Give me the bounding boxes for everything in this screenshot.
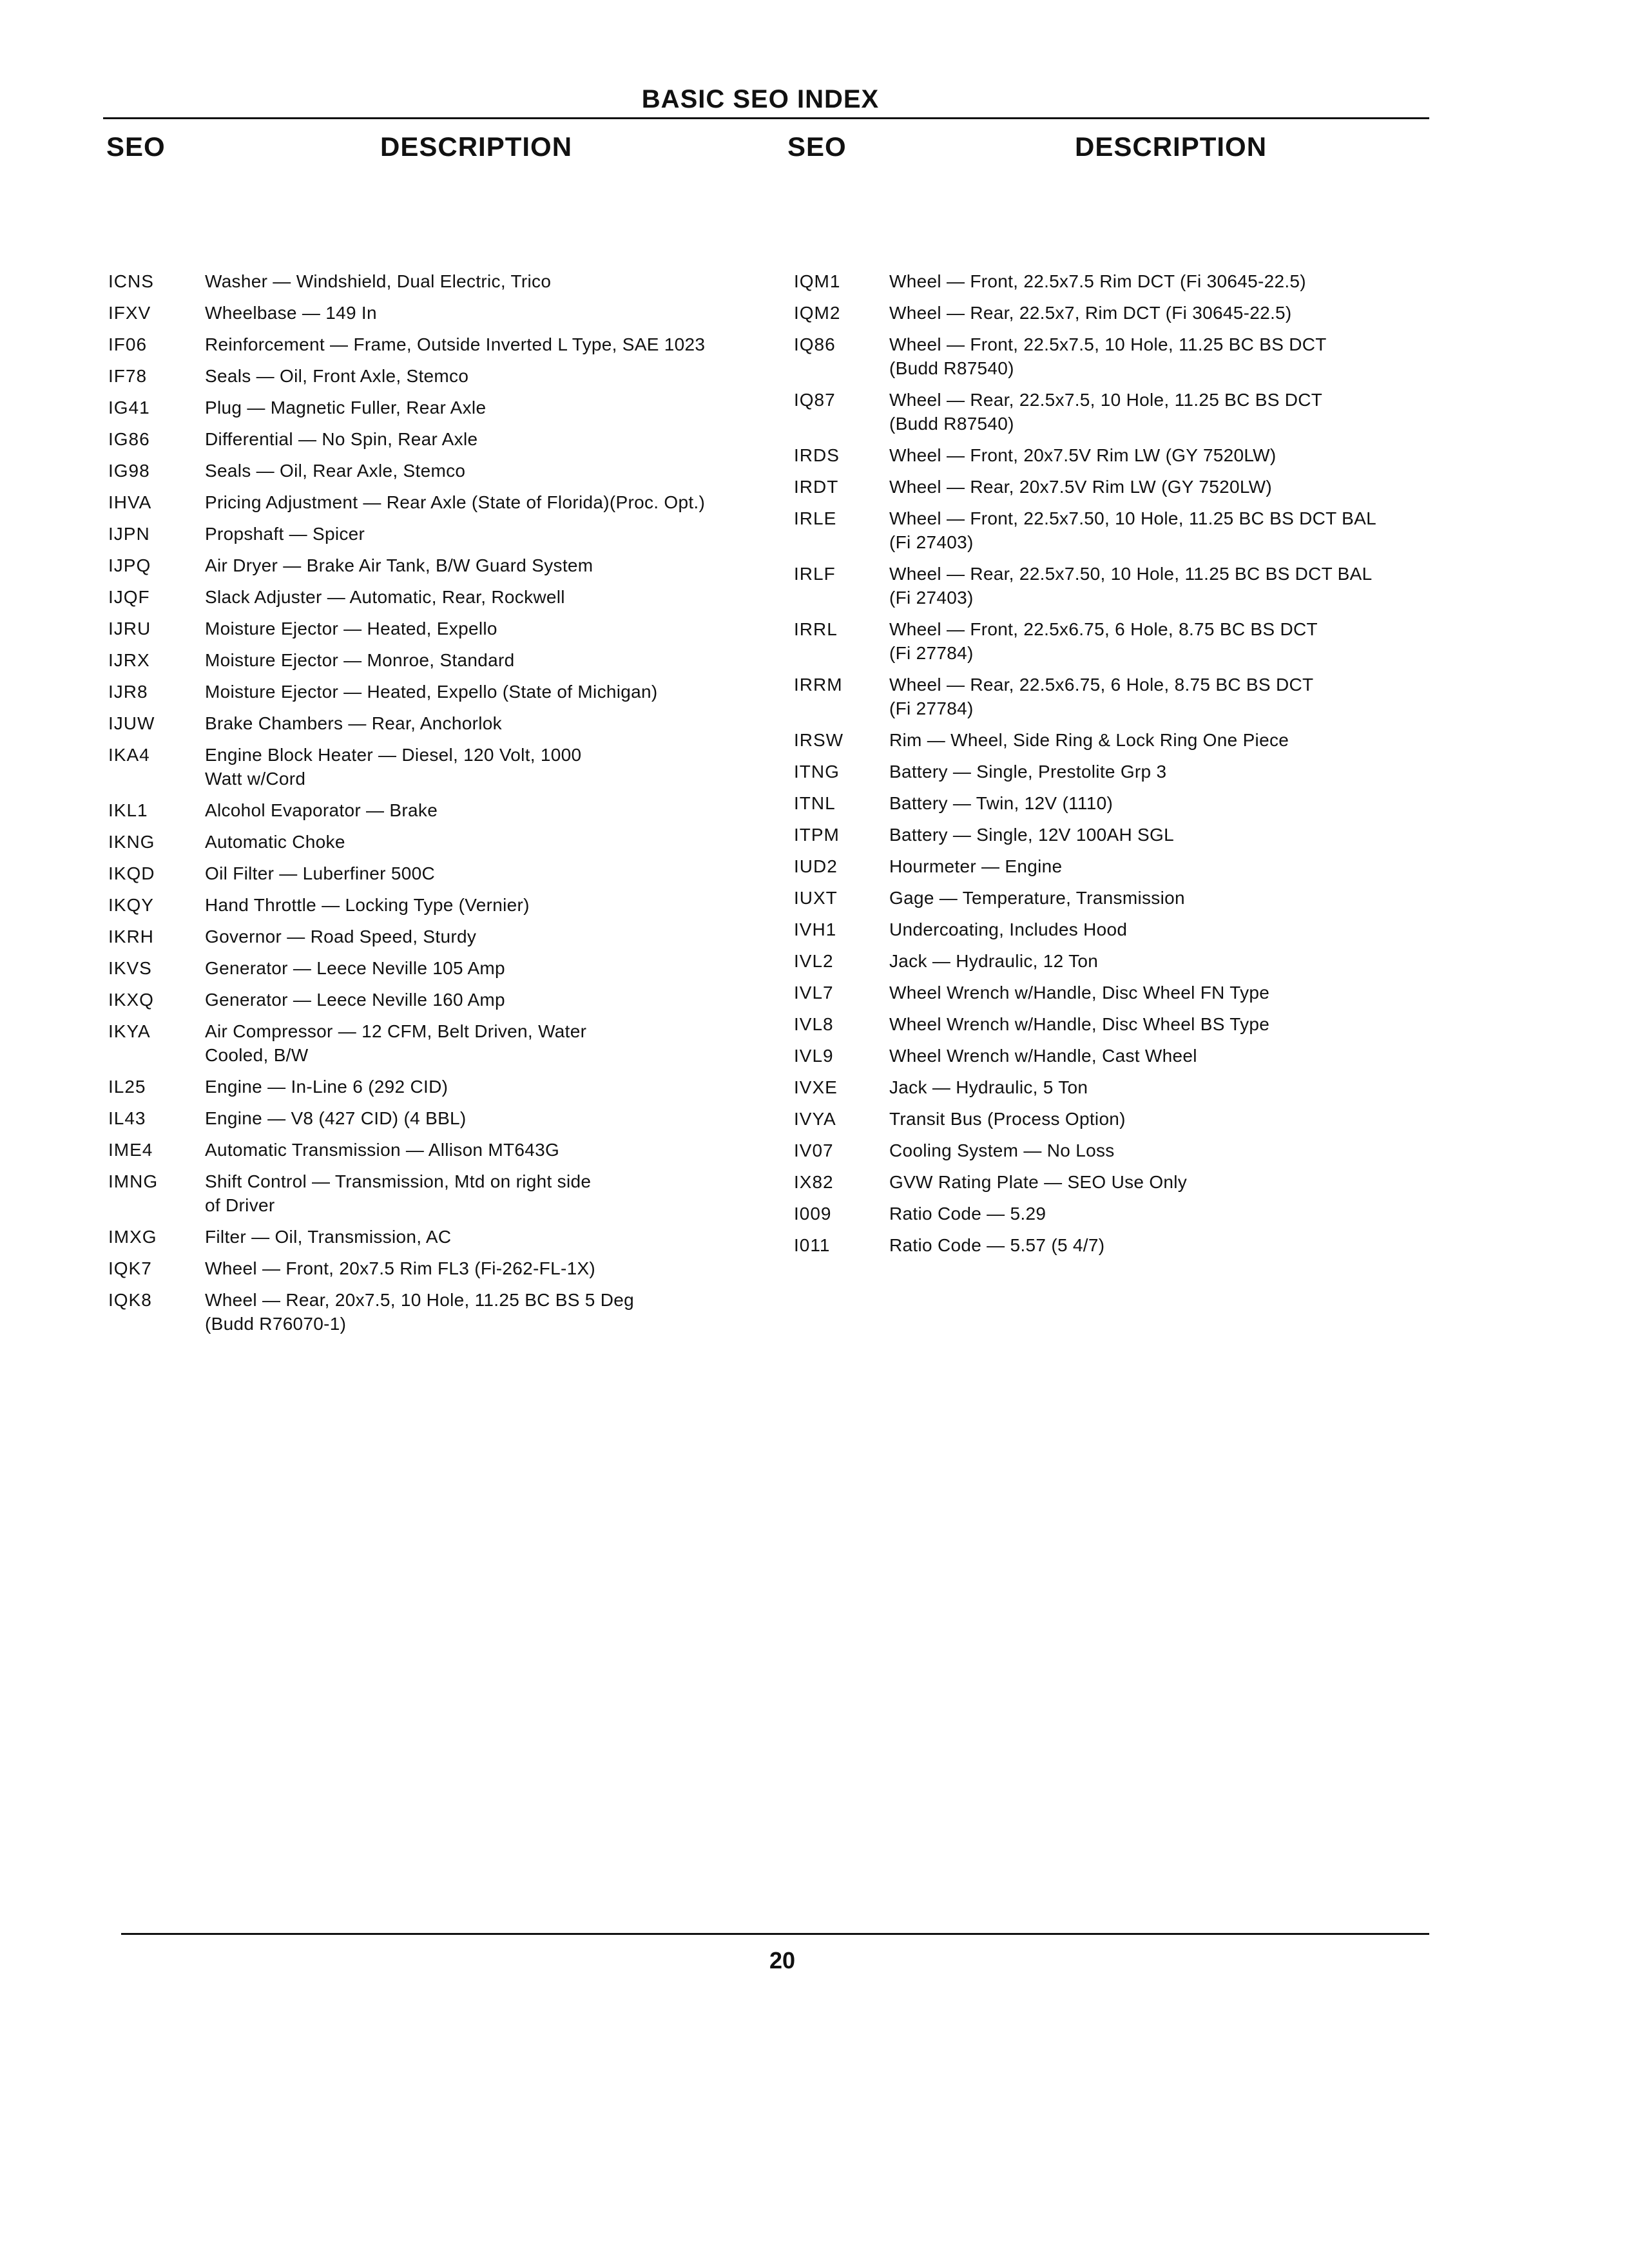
seo-code: IL25: [108, 1077, 146, 1097]
seo-code: IG86: [108, 429, 150, 449]
seo-code: IQ87: [794, 390, 836, 410]
seo-description: Wheel — Rear, 22.5x7.5, 10 Hole, 11.25 BC BS DCT (Budd R87540): [889, 390, 1323, 434]
seo-code: ITNL: [794, 793, 836, 813]
seo-entry: [794, 981, 1451, 1004]
seo-description: Slack Adjuster — Automatic, Rear, Rockwell: [205, 587, 565, 607]
seo-entry: [108, 1106, 791, 1130]
seo-entry: [108, 1225, 791, 1249]
seo-entry: [108, 490, 791, 514]
seo-description: Seals — Oil, Front Axle, Stemco: [205, 366, 469, 386]
seo-code: IJPQ: [108, 555, 151, 575]
right-seo-header: SEO: [787, 131, 847, 162]
left-seo-list: [108, 269, 791, 1343]
seo-code: IKRH: [108, 927, 154, 947]
seo-code: IFXV: [108, 303, 151, 323]
seo-code: I011: [794, 1235, 831, 1255]
seo-entry: [794, 791, 1451, 815]
seo-entry: [108, 711, 791, 735]
seo-entry: [108, 522, 791, 546]
seo-entry: [108, 585, 791, 609]
seo-entry: [794, 475, 1451, 499]
seo-description: GVW Rating Plate — SEO Use Only: [889, 1172, 1188, 1192]
seo-description: Propshaft — Spicer: [205, 524, 365, 544]
seo-code: IRLE: [794, 508, 837, 528]
seo-code: IKQY: [108, 895, 154, 915]
seo-code: IQ86: [794, 334, 836, 354]
seo-code: IUXT: [794, 888, 838, 908]
seo-code: IJRX: [108, 650, 150, 670]
seo-description: Air Dryer — Brake Air Tank, B/W Guard System: [205, 555, 593, 575]
seo-code: IKXQ: [108, 990, 154, 1010]
seo-code: IRSW: [794, 730, 844, 750]
seo-entry: [794, 886, 1451, 910]
seo-entry: [794, 1139, 1451, 1162]
seo-description: Wheel — Front, 22.5x7.50, 10 Hole, 11.25 BC BS DCT BAL (Fi 27403): [889, 508, 1376, 552]
seo-code: IG98: [108, 461, 150, 481]
seo-description: Wheelbase — 149 In: [205, 303, 377, 323]
seo-description: Air Compressor — 12 CFM, Belt Driven, Water Cooled, B/W: [205, 1021, 587, 1065]
seo-entry: [108, 332, 791, 356]
seo-description: Wheel — Front, 22.5x6.75, 6 Hole, 8.75 BC BS DCT (Fi 27784): [889, 619, 1318, 663]
seo-entry: [108, 364, 791, 388]
seo-entry: [794, 1202, 1451, 1225]
seo-code: IKNG: [108, 832, 155, 852]
seo-description: Generator — Leece Neville 160 Amp: [205, 990, 505, 1010]
seo-code: IVXE: [794, 1077, 838, 1097]
seo-code: IJQF: [108, 587, 150, 607]
seo-code: IHVA: [108, 492, 152, 512]
seo-description: Wheel — Rear, 20x7.5V Rim LW (GY 7520LW): [889, 477, 1272, 497]
seo-entry: [794, 1170, 1451, 1194]
seo-code: IJRU: [108, 619, 151, 639]
seo-entry: [108, 988, 791, 1012]
seo-code: ITNG: [794, 762, 840, 782]
seo-entry: [794, 1107, 1451, 1131]
left-description-header: DESCRIPTION: [380, 131, 573, 162]
seo-description: Wheel — Front, 22.5x7.5, 10 Hole, 11.25 BC BS DCT (Budd R87540): [889, 334, 1327, 378]
seo-description: Wheel Wrench w/Handle, Disc Wheel BS Type: [889, 1014, 1270, 1034]
seo-description: Transit Bus (Process Option): [889, 1109, 1126, 1129]
seo-code: I009: [794, 1204, 832, 1224]
seo-code: IF78: [108, 366, 148, 386]
seo-description: Battery — Single, Prestolite Grp 3: [889, 762, 1167, 782]
seo-code: IMXG: [108, 1227, 157, 1247]
seo-description: Alcohol Evaporator — Brake: [205, 800, 438, 820]
seo-description: Shift Control — Transmission, Mtd on right side of Driver: [205, 1171, 592, 1215]
seo-entry: [108, 553, 791, 577]
seo-description: Oil Filter — Luberfiner 500C: [205, 863, 435, 883]
seo-entry: [108, 1075, 791, 1099]
seo-code: IX82: [794, 1172, 834, 1192]
seo-entry: [108, 956, 791, 980]
seo-description: Pricing Adjustment — Rear Axle (State of Florida)(Proc. Opt.): [205, 492, 706, 512]
seo-description: Differential — No Spin, Rear Axle: [205, 429, 478, 449]
seo-code: IME4: [108, 1140, 153, 1160]
footer-rule: [121, 1933, 1429, 1935]
seo-code: IRLF: [794, 564, 836, 584]
seo-description: Battery — Twin, 12V (1110): [889, 793, 1113, 813]
seo-description: Wheel — Rear, 22.5x7.50, 10 Hole, 11.25 BC BS DCT BAL (Fi 27403): [889, 564, 1373, 608]
seo-description: Engine Block Heater — Diesel, 120 Volt, 1000 Watt w/Cord: [205, 745, 582, 789]
seo-code: IF06: [108, 334, 148, 354]
seo-description: Automatic Transmission — Allison MT643G: [205, 1140, 560, 1160]
seo-entry: [108, 925, 791, 948]
seo-description: Filter — Oil, Transmission, AC: [205, 1227, 452, 1247]
seo-code: IVL2: [794, 951, 834, 971]
seo-entry: [794, 1075, 1451, 1099]
seo-entry: [794, 728, 1451, 752]
seo-description: Moisture Ejector — Heated, Expello (State of Michigan): [205, 682, 658, 702]
seo-entry: [108, 301, 791, 325]
seo-entry: [794, 506, 1451, 554]
seo-code: IKL1: [108, 800, 148, 820]
seo-code: IKVS: [108, 958, 152, 978]
seo-code: IQK8: [108, 1290, 152, 1310]
page-title: BASIC SEO INDEX: [641, 85, 880, 113]
seo-description: Engine — In-Line 6 (292 CID): [205, 1077, 448, 1097]
seo-entry: [794, 562, 1451, 610]
seo-description: Engine — V8 (427 CID) (4 BBL): [205, 1108, 467, 1128]
seo-code: IQM2: [794, 303, 841, 323]
seo-code: ICNS: [108, 271, 154, 291]
seo-entry: [794, 673, 1451, 720]
seo-entry: [108, 893, 791, 917]
seo-description: Plug — Magnetic Fuller, Rear Axle: [205, 398, 487, 418]
seo-code: IL43: [108, 1108, 146, 1128]
seo-code: IQM1: [794, 271, 841, 291]
seo-code: IKYA: [108, 1021, 151, 1041]
seo-code: IRDT: [794, 477, 839, 497]
seo-entry: [108, 830, 791, 854]
seo-entry: [108, 1138, 791, 1162]
seo-code: IG41: [108, 398, 150, 418]
seo-code: ITPM: [794, 825, 840, 845]
seo-code: IVH1: [794, 919, 837, 939]
seo-description: Gage — Temperature, Transmission: [889, 888, 1185, 908]
seo-description: Seals — Oil, Rear Axle, Stemco: [205, 461, 466, 481]
seo-code: IVL8: [794, 1014, 834, 1034]
seo-description: Brake Chambers — Rear, Anchorlok: [205, 713, 502, 733]
seo-entry: [794, 854, 1451, 878]
seo-description: Wheel — Front, 20x7.5V Rim LW (GY 7520LW): [889, 445, 1277, 465]
right-seo-list: [794, 269, 1451, 1265]
seo-code: IVL9: [794, 1046, 834, 1066]
seo-description: Governor — Road Speed, Sturdy: [205, 927, 477, 947]
seo-description: Moisture Ejector — Heated, Expello: [205, 619, 497, 639]
seo-description: Ratio Code — 5.29: [889, 1204, 1046, 1224]
seo-description: Washer — Windshield, Dual Electric, Trico: [205, 271, 552, 291]
seo-code: IRDS: [794, 445, 840, 465]
seo-entry: [108, 459, 791, 483]
seo-code: IJPN: [108, 524, 150, 544]
seo-code: IJR8: [108, 682, 148, 702]
seo-description: Battery — Single, 12V 100AH SGL: [889, 825, 1174, 845]
seo-description: Wheel — Rear, 22.5x6.75, 6 Hole, 8.75 BC BS DCT (Fi 27784): [889, 675, 1314, 718]
right-description-header: DESCRIPTION: [1075, 131, 1268, 162]
seo-entry: [108, 427, 791, 451]
seo-entry: [794, 617, 1451, 665]
seo-entry: [794, 269, 1451, 293]
seo-entry: [108, 269, 791, 293]
seo-code: IQK7: [108, 1258, 152, 1278]
seo-code: IRRM: [794, 675, 843, 695]
header-rule: [103, 117, 1429, 119]
seo-entry: [108, 743, 791, 791]
seo-code: IKA4: [108, 745, 150, 765]
seo-entry: [108, 861, 791, 885]
seo-entry: [794, 332, 1451, 380]
seo-code: IVYA: [794, 1109, 836, 1129]
seo-description: Undercoating, Includes Hood: [889, 919, 1128, 939]
seo-description: Wheel — Rear, 22.5x7, Rim DCT (Fi 30645-22.5): [889, 303, 1292, 323]
seo-description: Rim — Wheel, Side Ring & Lock Ring One Piece: [889, 730, 1289, 750]
seo-entry: [794, 1012, 1451, 1036]
seo-entry: [794, 1233, 1451, 1257]
seo-entry: [794, 443, 1451, 467]
seo-description: Wheel — Front, 20x7.5 Rim FL3 (Fi-262-FL-1X): [205, 1258, 596, 1278]
left-seo-header: SEO: [106, 131, 166, 162]
seo-description: Wheel — Rear, 20x7.5, 10 Hole, 11.25 BC BS 5 Deg (Budd R76070-1): [205, 1290, 635, 1334]
seo-entry: [108, 1169, 791, 1217]
seo-entry: [108, 680, 791, 704]
seo-entry: [108, 1288, 791, 1336]
seo-entry: [108, 648, 791, 672]
seo-description: Moisture Ejector — Monroe, Standard: [205, 650, 515, 670]
seo-entry: [108, 1019, 791, 1067]
seo-entry: [108, 798, 791, 822]
seo-description: Cooling System — No Loss: [889, 1140, 1115, 1160]
seo-description: Wheel Wrench w/Handle, Disc Wheel FN Type: [889, 983, 1270, 1003]
seo-entry: [794, 918, 1451, 941]
seo-entry: [794, 1044, 1451, 1068]
seo-entry: [794, 301, 1451, 325]
seo-description: Hand Throttle — Locking Type (Vernier): [205, 895, 530, 915]
seo-entry: [108, 396, 791, 419]
seo-description: Automatic Choke: [205, 832, 345, 852]
seo-description: Jack — Hydraulic, 12 Ton: [889, 951, 1099, 971]
seo-entry: [794, 760, 1451, 783]
seo-description: Wheel Wrench w/Handle, Cast Wheel: [889, 1046, 1197, 1066]
seo-description: Reinforcement — Frame, Outside Inverted L Type, SAE 1023: [205, 334, 706, 354]
seo-code: IKQD: [108, 863, 155, 883]
seo-code: IJUW: [108, 713, 155, 733]
seo-entry: [108, 1256, 791, 1280]
seo-code: IMNG: [108, 1171, 159, 1191]
seo-description: Ratio Code — 5.57 (5 4/7): [889, 1235, 1105, 1255]
seo-code: IRRL: [794, 619, 838, 639]
seo-description: Hourmeter — Engine: [889, 856, 1063, 876]
seo-code: IVL7: [794, 983, 834, 1003]
seo-description: Generator — Leece Neville 105 Amp: [205, 958, 505, 978]
seo-entry: [794, 823, 1451, 847]
seo-code: IV07: [794, 1140, 834, 1160]
seo-description: Jack — Hydraulic, 5 Ton: [889, 1077, 1088, 1097]
seo-entry: [794, 949, 1451, 973]
seo-description: Wheel — Front, 22.5x7.5 Rim DCT (Fi 30645-22.5): [889, 271, 1306, 291]
page-number: 20: [769, 1947, 796, 1974]
seo-entry: [108, 617, 791, 640]
seo-code: IUD2: [794, 856, 838, 876]
seo-entry: [794, 388, 1451, 436]
